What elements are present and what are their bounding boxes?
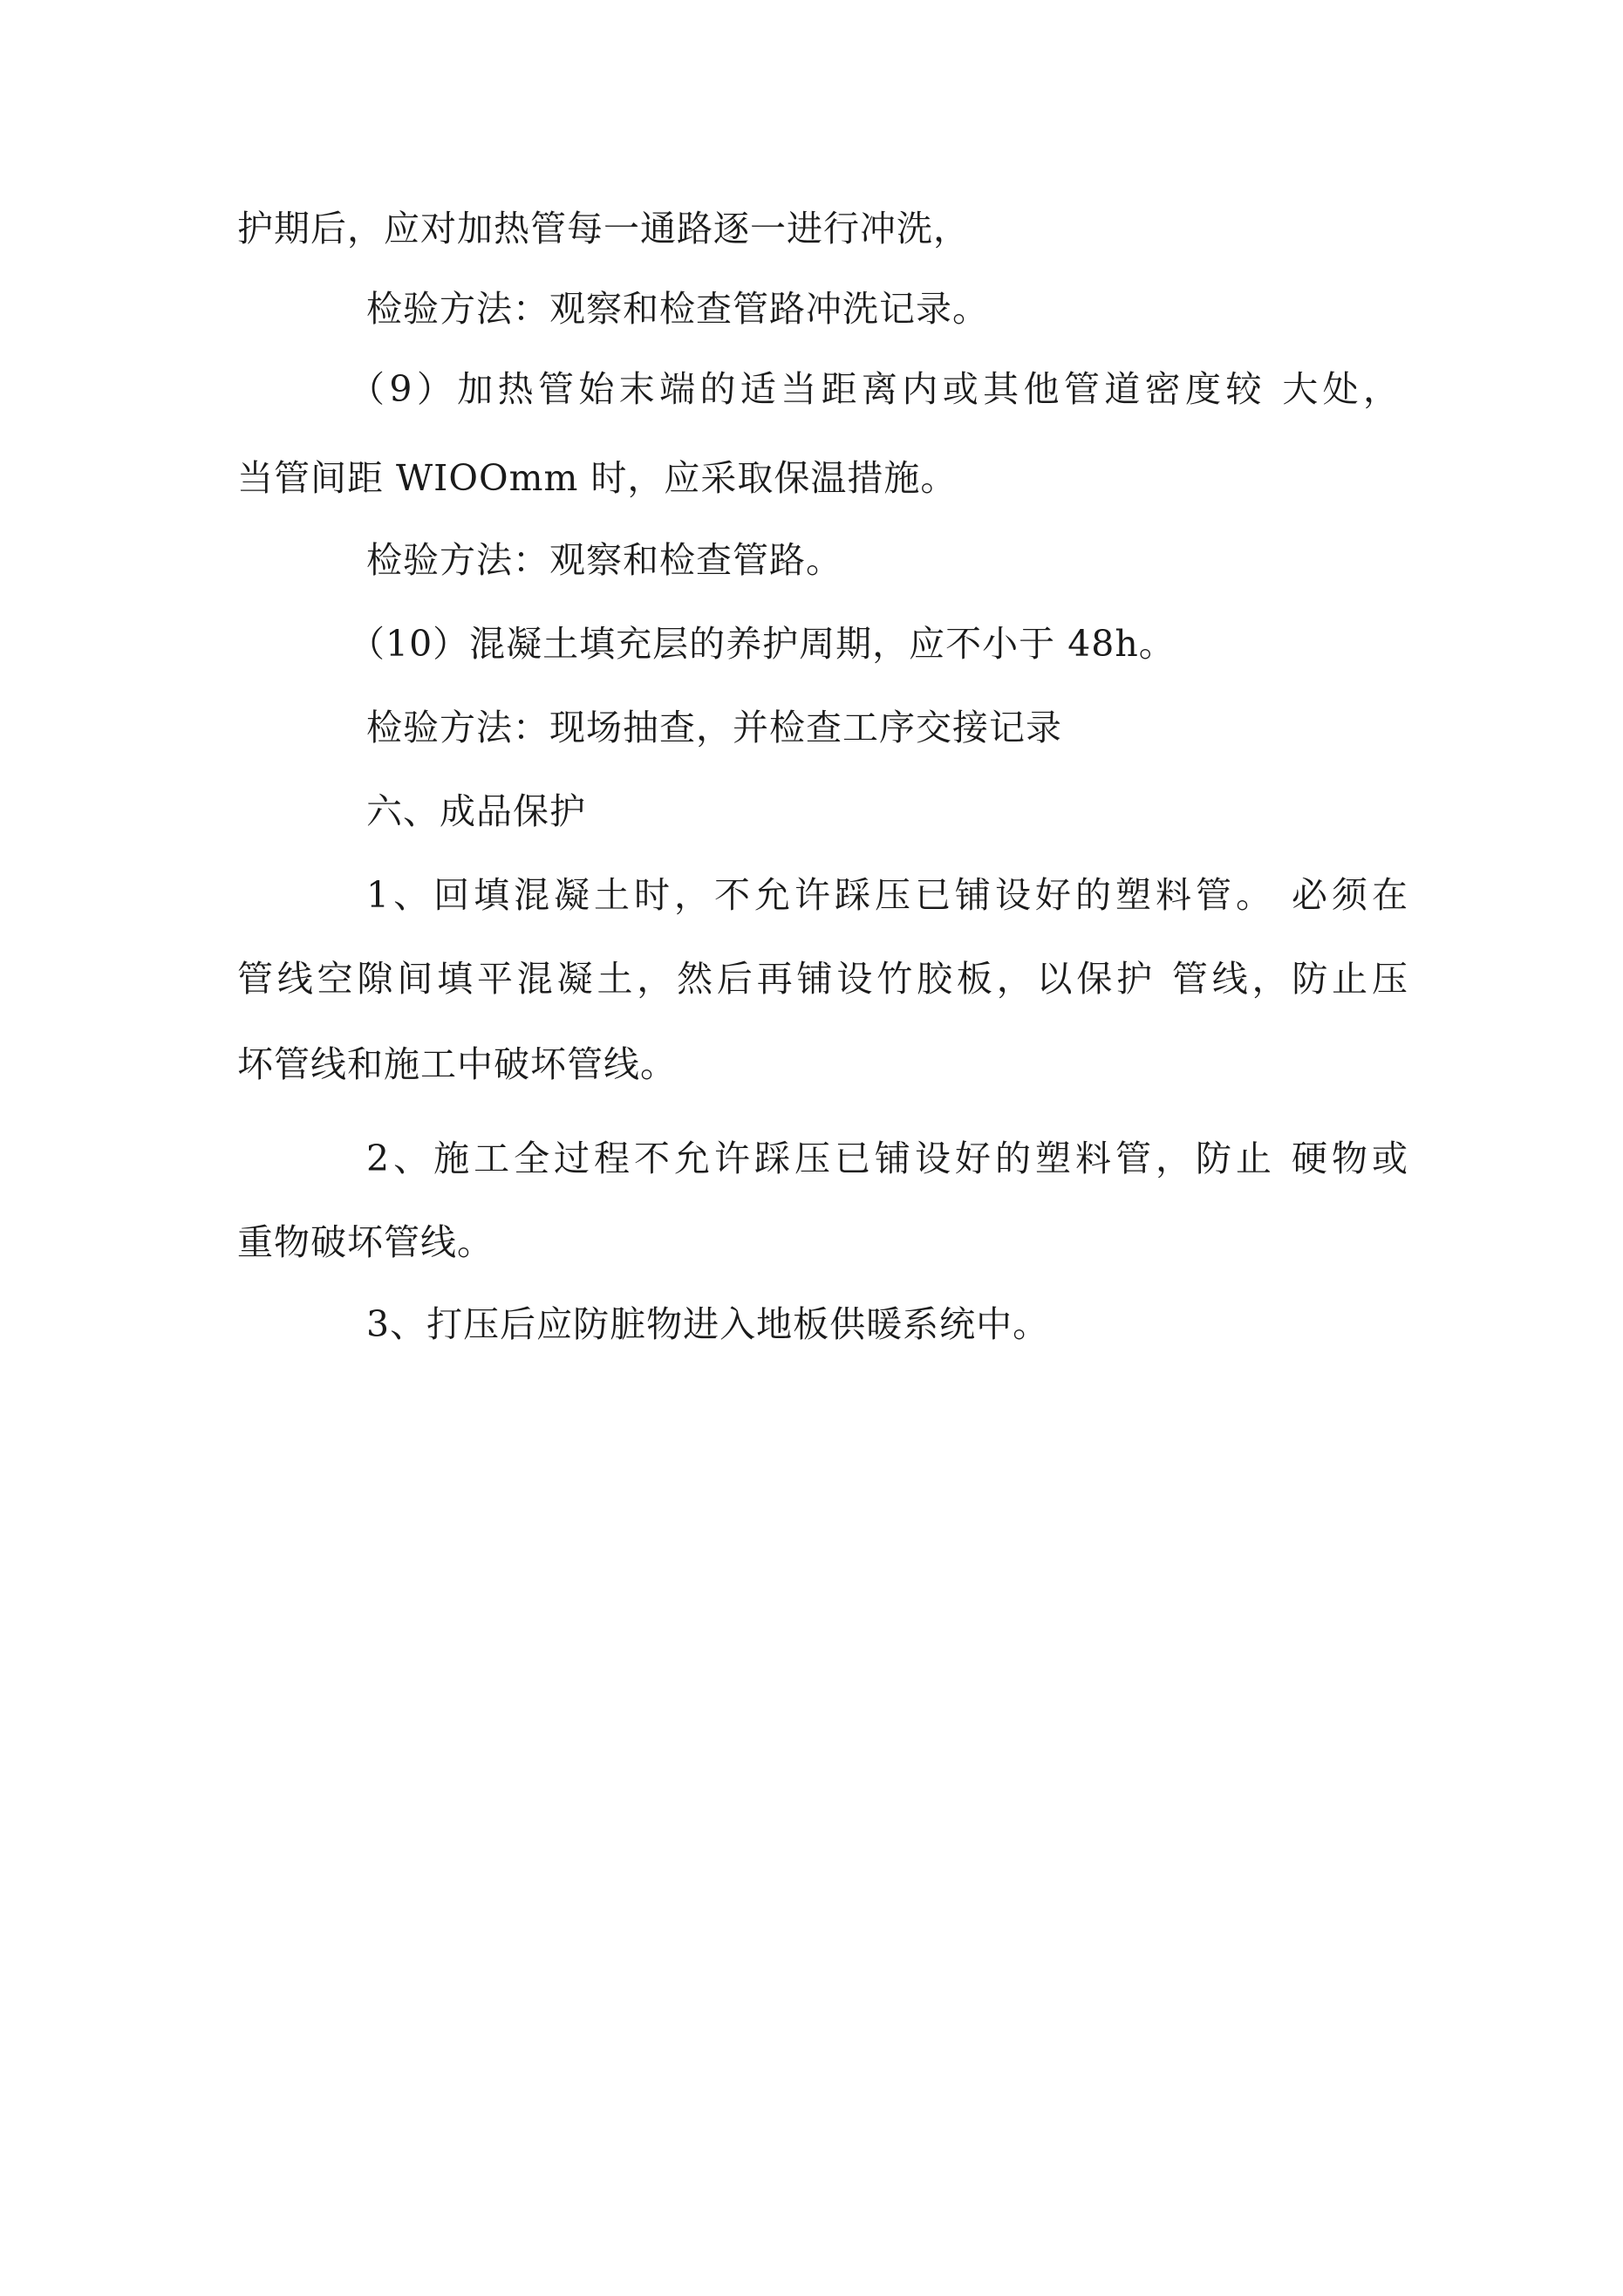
text-line-4: 当管间距 WIOOmm 时，应采取保温措施。 <box>237 457 958 499</box>
text-line-10: 管线空隙间填平混凝土，然后再铺设竹胶板，以保护 管线，防止压 <box>237 958 1408 1000</box>
text-line-14: 3、打压后应防脏物进入地板供暖系统中。 <box>366 1303 1050 1345</box>
text-line-6: （10）混凝土填充层的养护周期，应不小于 48h。 <box>349 623 1176 665</box>
text-line-3: （9）加热管始末端的适当距离内或其他管道密度较 大处， <box>349 368 1400 410</box>
text-line-5: 检验方法：观察和检查管路。 <box>366 539 842 581</box>
section-heading: 六、成品保护 <box>366 790 586 832</box>
text-line-12: 2、施工全过程不允许踩压已铺设好的塑料管，防止 硬物或 <box>366 1138 1408 1179</box>
text-line-11: 坏管线和施工中破坏管线。 <box>237 1043 677 1085</box>
text-line-7: 检验方法：现场抽查，并检查工序交接记录 <box>366 707 1062 748</box>
text-line-2: 检验方法：观察和检查管路冲洗记录。 <box>366 288 989 330</box>
text-line-9: 1、回填混凝土时，不允许踩压已铺设好的塑料管。 必须在 <box>366 874 1408 916</box>
text-line-1: 护期后，应对加热管每一通路逐一进行冲洗， <box>237 208 970 249</box>
text-line-13: 重物破坏管线。 <box>237 1221 494 1263</box>
